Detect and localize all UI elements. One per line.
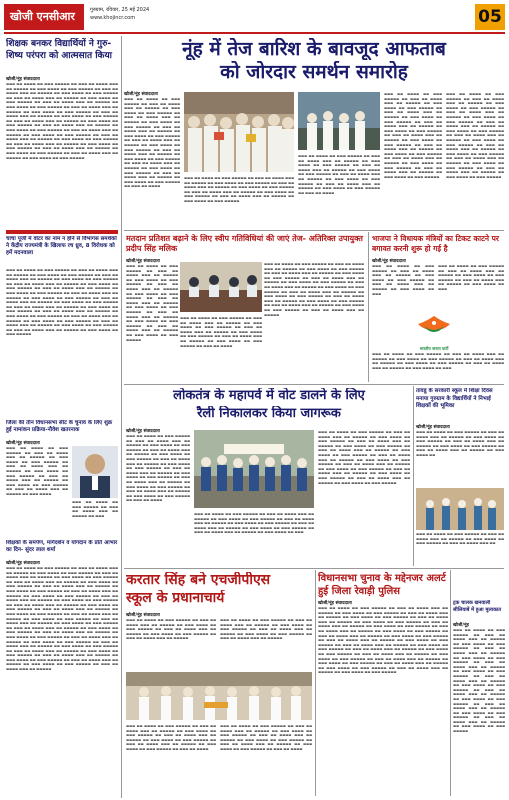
left-low-body-1: ▬▬▬ ▬▬ ▬▬▬▬ ▬▬ ▬▬▬ ▬▬▬▬▬ ▬▬ ▬▬▬ ▬▬ ▬▬▬▬ ▬▬▬ ▬▬ ▬▬▬▬▬ ▬▬ ▬▬▬ ▬▬▬▬ ▬▬ ▬▬▬ ▬▬▬▬▬ ▬▬ ▬▬▬ ▬▬ ▬▬▬▬ ▬▬▬ ▬▬ ▬▬▬▬▬ ▬▬ ▬▬▬ ▬▬▬▬ ▬▬ ▬▬▬ ▬▬▬▬▬ ▬▬ ▬▬▬ ▬▬ ▬▬▬▬ ▬▬▬ ▬▬ ▬▬▬▬▬ ▬▬ ▬▬▬ ▬▬▬▬ ▬▬ ▬▬▬ ▬▬▬▬▬ ▬▬ ▬▬▬ ▬▬ ▬▬▬▬ ▬▬▬ ▬▬ ▬▬▬▬▬ ▬▬ ▬▬▬ ▬▬▬▬	[6, 446, 68, 496]
bottom-body-4: ▬▬▬ ▬▬ ▬▬▬▬ ▬▬ ▬▬▬ ▬▬▬▬▬ ▬▬ ▬▬▬ ▬▬ ▬▬▬▬ ▬▬▬ ▬▬ ▬▬▬▬▬ ▬▬ ▬▬▬ ▬▬▬▬ ▬▬ ▬▬▬ ▬▬▬▬▬ ▬▬ ▬▬▬ ▬▬ ▬▬▬▬ ▬▬▬ ▬▬ ▬▬▬▬▬ ▬▬ ▬▬▬ ▬▬▬▬ ▬▬ ▬▬▬ ▬▬▬▬▬ ▬▬ ▬▬▬ ▬▬ ▬▬▬▬ ▬▬▬ ▬▬ ▬▬▬▬▬ ▬▬ ▬▬▬ ▬▬▬▬ ▬▬ ▬▬▬ ▬▬▬▬▬ ▬▬ ▬▬▬ ▬▬ ▬▬▬▬	[220, 724, 312, 751]
mid-body-col-3: ▬▬▬ ▬▬ ▬▬▬▬ ▬▬ ▬▬▬ ▬▬▬▬▬ ▬▬ ▬▬▬ ▬▬ ▬▬▬▬ ▬▬▬ ▬▬ ▬▬▬▬▬ ▬▬ ▬▬▬ ▬▬▬▬ ▬▬ ▬▬▬ ▬▬▬▬▬ ▬▬ ▬▬▬ ▬▬ ▬▬▬▬ ▬▬▬ ▬▬ ▬▬▬▬▬ ▬▬ ▬▬▬ ▬▬▬▬ ▬▬ ▬▬▬ ▬▬▬▬▬ ▬▬ ▬▬▬ ▬▬ ▬▬▬▬ ▬▬▬ ▬▬ ▬▬▬▬▬ ▬▬ ▬▬▬ ▬▬▬▬ ▬▬ ▬▬▬ ▬▬▬▬▬ ▬▬ ▬▬▬ ▬▬ ▬▬▬▬	[180, 316, 262, 348]
bjp-logo	[410, 312, 458, 346]
main-body-col-5: ▬▬▬ ▬▬ ▬▬▬▬ ▬▬ ▬▬▬ ▬▬▬▬▬ ▬▬ ▬▬▬ ▬▬ ▬▬▬▬ ▬▬▬ ▬▬ ▬▬▬▬▬ ▬▬ ▬▬▬ ▬▬▬▬ ▬▬ ▬▬▬ ▬▬▬▬▬ ▬▬ ▬▬▬ ▬▬ ▬▬▬▬ ▬▬▬ ▬▬ ▬▬▬▬▬ ▬▬ ▬▬▬ ▬▬▬▬ ▬▬ ▬▬▬ ▬▬▬▬▬ ▬▬ ▬▬▬ ▬▬ ▬▬▬▬ ▬▬▬ ▬▬ ▬▬▬▬▬ ▬▬ ▬▬▬ ▬▬▬▬ ▬▬ ▬▬▬ ▬▬▬▬▬ ▬▬ ▬▬▬ ▬▬ ▬▬▬▬ ▬▬▬ ▬▬ ▬▬▬▬▬ ▬▬ ▬▬▬ ▬▬▬▬ ▬▬ ▬▬▬ ▬▬▬▬▬ ▬▬ ▬▬▬ ▬▬ ▬▬▬▬ ▬▬▬ ▬▬ ▬▬▬▬▬ ▬▬ ▬▬▬ ▬▬▬▬ ▬▬ ▬▬▬ ▬▬▬▬▬ ▬▬ ▬▬▬ ▬▬ ▬▬▬▬ ▬▬▬ ▬▬ ▬▬▬▬▬ ▬▬ ▬▬▬ ▬▬▬▬ ▬▬ ▬▬▬ ▬▬▬▬▬ ▬▬ ▬▬▬ ▬▬ ▬▬▬▬ ▬▬▬ ▬▬ ▬▬▬▬▬ ▬▬ ▬▬▬ ▬▬▬▬ ▬▬ ▬▬▬ ▬▬▬▬▬	[446, 92, 504, 179]
right-small-body-1: ▬▬▬ ▬▬ ▬▬▬▬ ▬▬ ▬▬▬ ▬▬▬▬▬ ▬▬ ▬▬▬ ▬▬ ▬▬▬▬ ▬▬▬ ▬▬ ▬▬▬▬▬ ▬▬ ▬▬▬ ▬▬▬▬ ▬▬ ▬▬▬ ▬▬▬▬▬ ▬▬ ▬▬▬ ▬▬ ▬▬▬▬ ▬▬▬ ▬▬ ▬▬▬▬▬ ▬▬ ▬▬▬ ▬▬▬▬ ▬▬ ▬▬▬ ▬▬▬▬▬ ▬▬ ▬▬▬ ▬▬ ▬▬▬▬ ▬▬▬ ▬▬ ▬▬▬▬▬ ▬▬ ▬▬▬ ▬▬▬▬ ▬▬	[416, 430, 504, 457]
bottom-far-right-kicker: खोजी/नूंह	[453, 623, 469, 628]
bottom-right-headline: विधानसभा चुनाव के मद्देनजर अलर्ट हुई जिला रेवाड़ी पुलिस	[318, 573, 446, 597]
main-body-col-1: ▬▬▬ ▬▬ ▬▬▬▬ ▬▬ ▬▬▬ ▬▬▬▬▬ ▬▬ ▬▬▬ ▬▬ ▬▬▬▬ ▬▬▬ ▬▬ ▬▬▬▬▬ ▬▬ ▬▬▬ ▬▬▬▬ ▬▬ ▬▬▬ ▬▬▬▬▬ ▬▬ ▬▬▬ ▬▬ ▬▬▬▬ ▬▬▬ ▬▬ ▬▬▬▬▬ ▬▬ ▬▬▬ ▬▬▬▬ ▬▬ ▬▬▬ ▬▬▬▬▬ ▬▬ ▬▬▬ ▬▬ ▬▬▬▬ ▬▬▬ ▬▬ ▬▬▬▬▬ ▬▬ ▬▬▬ ▬▬▬▬ ▬▬ ▬▬▬ ▬▬▬▬▬ ▬▬ ▬▬▬ ▬▬ ▬▬▬▬ ▬▬▬ ▬▬ ▬▬▬▬▬ ▬▬ ▬▬▬ ▬▬▬▬ ▬▬ ▬▬▬ ▬▬▬▬▬ ▬▬ ▬▬▬ ▬▬ ▬▬▬▬ ▬▬▬ ▬▬ ▬▬▬▬▬ ▬▬ ▬▬▬ ▬▬▬▬ ▬▬ ▬▬▬ ▬▬▬▬▬ ▬▬ ▬▬▬ ▬▬ ▬▬▬▬ ▬▬▬ ▬▬ ▬▬▬▬▬ ▬▬ ▬▬▬ ▬▬▬▬ ▬▬ ▬▬▬ ▬▬▬▬▬ ▬▬ ▬▬▬ ▬▬ ▬▬▬▬ ▬▬▬ ▬▬ ▬▬▬▬▬ ▬▬ ▬▬▬ ▬▬▬▬ ▬▬ ▬▬▬ ▬▬▬▬▬ ▬▬ ▬▬▬ ▬▬ ▬▬▬▬	[124, 97, 180, 189]
big-body-col-2: ▬▬▬ ▬▬ ▬▬▬▬ ▬▬ ▬▬▬ ▬▬▬▬▬ ▬▬ ▬▬▬ ▬▬ ▬▬▬▬ ▬▬▬ ▬▬ ▬▬▬▬▬ ▬▬ ▬▬▬ ▬▬▬▬ ▬▬ ▬▬▬ ▬▬▬▬▬ ▬▬ ▬▬▬ ▬▬ ▬▬▬▬ ▬▬▬ ▬▬ ▬▬▬▬▬ ▬▬ ▬▬▬ ▬▬▬▬ ▬▬ ▬▬▬ ▬▬▬▬▬ ▬▬ ▬▬▬ ▬▬ ▬▬▬▬ ▬▬▬ ▬▬ ▬▬▬▬▬ ▬▬ ▬▬▬ ▬▬▬▬ ▬▬ ▬▬▬ ▬▬▬▬▬ ▬▬ ▬▬▬ ▬▬ ▬▬▬▬ ▬▬▬ ▬▬ ▬▬▬▬▬ ▬▬ ▬▬▬ ▬▬▬▬ ▬▬ ▬▬▬	[194, 512, 314, 535]
left-mid-body: ▬▬▬ ▬▬ ▬▬▬▬ ▬▬ ▬▬▬ ▬▬▬▬▬ ▬▬ ▬▬▬ ▬▬ ▬▬▬▬ ▬▬▬ ▬▬ ▬▬▬▬▬ ▬▬ ▬▬▬ ▬▬▬▬ ▬▬ ▬▬▬ ▬▬▬▬▬ ▬▬ ▬▬▬ ▬▬ ▬▬▬▬ ▬▬▬ ▬▬ ▬▬▬▬▬ ▬▬ ▬▬▬ ▬▬▬▬ ▬▬ ▬▬▬ ▬▬▬▬▬ ▬▬ ▬▬▬ ▬▬ ▬▬▬▬ ▬▬▬ ▬▬ ▬▬▬▬▬ ▬▬ ▬▬▬ ▬▬▬▬ ▬▬ ▬▬▬ ▬▬▬▬▬ ▬▬ ▬▬▬ ▬▬ ▬▬▬▬ ▬▬▬ ▬▬ ▬▬▬▬▬ ▬▬ ▬▬▬ ▬▬▬▬ ▬▬ ▬▬▬ ▬▬▬▬▬ ▬▬ ▬▬▬ ▬▬ ▬▬▬▬ ▬▬▬ ▬▬ ▬▬▬▬▬ ▬▬ ▬▬▬ ▬▬▬▬ ▬▬ ▬▬▬ ▬▬▬▬▬ ▬▬ ▬▬▬ ▬▬ ▬▬▬▬ ▬▬▬ ▬▬ ▬▬▬▬▬ ▬▬ ▬▬▬ ▬▬▬▬ ▬▬ ▬▬▬ ▬▬▬▬▬ ▬▬ ▬▬▬ ▬▬ ▬▬▬▬ ▬▬▬ ▬▬ ▬▬▬▬▬ ▬▬ ▬▬▬ ▬▬▬▬ ▬▬ ▬▬▬ ▬▬▬▬▬ ▬▬ ▬▬▬ ▬▬ ▬▬▬▬ ▬▬▬ ▬▬ ▬▬▬▬▬ ▬▬ ▬▬▬ ▬▬▬▬ ▬▬ ▬▬▬ ▬▬▬▬▬ ▬▬ ▬▬▬ ▬▬ ▬▬▬▬ ▬▬▬ ▬▬ ▬▬▬▬▬ ▬▬ ▬▬▬ ▬▬▬▬ ▬▬ ▬▬▬ ▬▬▬▬▬ ▬▬ ▬▬▬ ▬▬ ▬▬▬▬ ▬▬▬ ▬▬ ▬▬▬▬▬ ▬▬ ▬▬▬ ▬▬▬▬ ▬▬ ▬▬▬ ▬▬▬▬▬ ▬▬ ▬▬▬ ▬▬ ▬▬▬▬ ▬▬▬ ▬▬ ▬▬▬▬▬ ▬▬ ▬▬▬ ▬▬▬▬ ▬▬ ▬▬▬ ▬▬▬▬▬	[6, 268, 118, 337]
column-rule-bottom	[315, 570, 316, 796]
left-top-headline: शिक्षक बनकर विद्यार्थियों ने गुरु- शिष्य परंपरा को आत्मसात किया	[6, 39, 113, 61]
big-byline: खोजी/नूंह संवाददाता	[126, 429, 160, 434]
main-body-col-4: ▬▬▬ ▬▬ ▬▬▬▬ ▬▬ ▬▬▬ ▬▬▬▬▬ ▬▬ ▬▬▬ ▬▬ ▬▬▬▬ ▬▬▬ ▬▬ ▬▬▬▬▬ ▬▬ ▬▬▬ ▬▬▬▬ ▬▬ ▬▬▬ ▬▬▬▬▬ ▬▬ ▬▬▬ ▬▬ ▬▬▬▬ ▬▬▬ ▬▬ ▬▬▬▬▬ ▬▬ ▬▬▬ ▬▬▬▬ ▬▬ ▬▬▬ ▬▬▬▬▬ ▬▬ ▬▬▬ ▬▬ ▬▬▬▬ ▬▬▬ ▬▬ ▬▬▬▬▬ ▬▬ ▬▬▬ ▬▬▬▬ ▬▬ ▬▬▬ ▬▬▬▬▬ ▬▬ ▬▬▬ ▬▬ ▬▬▬▬ ▬▬▬ ▬▬ ▬▬▬▬▬ ▬▬ ▬▬▬ ▬▬▬▬ ▬▬ ▬▬▬ ▬▬▬▬▬ ▬▬ ▬▬▬ ▬▬ ▬▬▬▬ ▬▬▬ ▬▬ ▬▬▬▬▬ ▬▬ ▬▬▬ ▬▬▬▬ ▬▬ ▬▬▬ ▬▬▬▬▬ ▬▬ ▬▬▬ ▬▬ ▬▬▬▬ ▬▬▬ ▬▬ ▬▬▬▬▬ ▬▬ ▬▬▬ ▬▬▬▬ ▬▬ ▬▬▬ ▬▬▬▬▬ ▬▬ ▬▬▬ ▬▬ ▬▬▬▬ ▬▬▬ ▬▬ ▬▬▬▬▬ ▬▬ ▬▬▬ ▬▬▬▬ ▬▬ ▬▬▬ ▬▬▬▬▬	[384, 92, 442, 179]
masthead-title: खोजी एनसीआर	[4, 4, 84, 30]
left-low-headline: जिला की तीन विधानसभा सीट के चुनाव के लिए शुक्र हुई नामांकन प्रक्रिया-नौवेश खतरनाक	[6, 420, 113, 433]
mid-headline: मतदान प्रतिशत बढ़ाने के लिए स्वीप गतिविधियां की जाएं तेज- अतिरिक्त उपायुक्त प्रदीप सिंह मलिक	[126, 234, 363, 253]
big-headline-line-2: रैली निकालकर किया जागरूक	[197, 406, 341, 421]
bottom-right-body: ▬▬▬ ▬▬ ▬▬▬▬ ▬▬ ▬▬▬ ▬▬▬▬▬ ▬▬ ▬▬▬ ▬▬ ▬▬▬▬ ▬▬▬ ▬▬ ▬▬▬▬▬ ▬▬ ▬▬▬ ▬▬▬▬ ▬▬ ▬▬▬ ▬▬▬▬▬ ▬▬ ▬▬▬ ▬▬ ▬▬▬▬ ▬▬▬ ▬▬ ▬▬▬▬▬ ▬▬ ▬▬▬ ▬▬▬▬ ▬▬ ▬▬▬ ▬▬▬▬▬ ▬▬ ▬▬▬ ▬▬ ▬▬▬▬ ▬▬▬ ▬▬ ▬▬▬▬▬ ▬▬ ▬▬▬ ▬▬▬▬ ▬▬ ▬▬▬ ▬▬▬▬▬ ▬▬ ▬▬▬ ▬▬ ▬▬▬▬ ▬▬▬ ▬▬ ▬▬▬▬▬ ▬▬ ▬▬▬ ▬▬▬▬ ▬▬ ▬▬▬ ▬▬▬▬▬ ▬▬ ▬▬▬ ▬▬ ▬▬▬▬ ▬▬▬ ▬▬ ▬▬▬▬▬ ▬▬ ▬▬▬ ▬▬▬▬ ▬▬ ▬▬▬ ▬▬▬▬▬ ▬▬ ▬▬▬ ▬▬ ▬▬▬▬ ▬▬▬ ▬▬ ▬▬▬▬▬ ▬▬ ▬▬▬ ▬▬▬▬ ▬▬ ▬▬▬ ▬▬▬▬▬ ▬▬ ▬▬▬ ▬▬ ▬▬▬▬ ▬▬▬ ▬▬ ▬▬▬▬▬ ▬▬ ▬▬▬ ▬▬▬▬ ▬▬ ▬▬▬ ▬▬▬▬▬ ▬▬ ▬▬▬ ▬▬ ▬▬▬▬ ▬▬▬ ▬▬ ▬▬▬▬▬ ▬▬ ▬▬▬ ▬▬▬▬ ▬▬ ▬▬▬ ▬▬▬▬▬ ▬▬ ▬▬▬ ▬▬ ▬▬▬▬ ▬▬▬ ▬▬ ▬▬▬▬▬ ▬▬ ▬▬▬ ▬▬▬▬ ▬▬ ▬▬▬ ▬▬▬▬▬ ▬▬ ▬▬▬ ▬▬ ▬▬▬▬ ▬▬▬ ▬▬ ▬▬▬▬▬ ▬▬ ▬▬▬ ▬▬▬▬ ▬▬ ▬▬▬ ▬▬▬▬▬ ▬▬ ▬▬▬ ▬▬ ▬▬▬▬ ▬▬▬ ▬▬ ▬▬▬▬▬ ▬▬ ▬▬▬ ▬▬▬▬ ▬▬ ▬▬▬ ▬▬▬▬▬ ▬▬ ▬▬▬ ▬▬ ▬▬▬▬ ▬▬▬ ▬▬ ▬▬▬▬▬ ▬▬ ▬▬▬ ▬▬▬▬ ▬▬ ▬▬▬ ▬▬▬▬▬ ▬▬ ▬▬▬ ▬▬ ▬▬▬▬ ▬▬▬ ▬▬ ▬▬▬▬▬ ▬▬ ▬▬▬ ▬▬▬▬ ▬▬ ▬▬▬ ▬▬▬▬▬	[318, 606, 448, 675]
column-rule-mid	[368, 232, 369, 382]
section-rule-3	[124, 568, 504, 569]
big-body-col-1: ▬▬▬ ▬▬ ▬▬▬▬ ▬▬ ▬▬▬ ▬▬▬▬▬ ▬▬ ▬▬▬ ▬▬ ▬▬▬▬ ▬▬▬ ▬▬ ▬▬▬▬▬ ▬▬ ▬▬▬ ▬▬▬▬ ▬▬ ▬▬▬ ▬▬▬▬▬ ▬▬ ▬▬▬ ▬▬ ▬▬▬▬ ▬▬▬ ▬▬ ▬▬▬▬▬ ▬▬ ▬▬▬ ▬▬▬▬ ▬▬ ▬▬▬ ▬▬▬▬▬ ▬▬ ▬▬▬ ▬▬ ▬▬▬▬ ▬▬▬ ▬▬ ▬▬▬▬▬ ▬▬ ▬▬▬ ▬▬▬▬ ▬▬ ▬▬▬ ▬▬▬▬▬ ▬▬ ▬▬▬ ▬▬ ▬▬▬▬ ▬▬▬ ▬▬ ▬▬▬▬▬ ▬▬ ▬▬▬ ▬▬▬▬ ▬▬ ▬▬▬ ▬▬▬▬▬ ▬▬ ▬▬▬ ▬▬ ▬▬▬▬ ▬▬▬ ▬▬ ▬▬▬▬▬ ▬▬ ▬▬▬ ▬▬▬▬ ▬▬ ▬▬▬ ▬▬▬▬▬ ▬▬ ▬▬▬ ▬▬ ▬▬▬▬ ▬▬▬ ▬▬ ▬▬▬▬▬ ▬▬ ▬▬▬ ▬▬▬▬ ▬▬ ▬▬▬ ▬▬▬▬▬ ▬▬ ▬▬▬ ▬▬ ▬▬▬▬	[126, 434, 190, 503]
mid-photo-meeting	[180, 262, 262, 312]
right-mid-headline: भाजपा ने विधायक मंत्रियों का टिकट काटने पर बगावत करनी शुरू हो गई है	[372, 234, 499, 253]
right-mid-body-2: ▬▬▬ ▬▬ ▬▬▬▬ ▬▬ ▬▬▬ ▬▬▬▬▬ ▬▬ ▬▬▬ ▬▬ ▬▬▬▬ ▬▬▬ ▬▬ ▬▬▬▬▬ ▬▬ ▬▬▬ ▬▬▬▬ ▬▬ ▬▬▬ ▬▬▬▬▬ ▬▬ ▬▬▬ ▬▬ ▬▬▬▬ ▬▬▬ ▬▬ ▬▬▬▬▬ ▬▬ ▬▬▬ ▬▬▬▬ ▬▬ ▬▬▬	[438, 264, 504, 291]
bottom-headline-line-2: स्कूल के प्रधानाचार्य	[126, 590, 225, 606]
main-headline-line-2: को जोरदार समर्थन समारोह	[220, 61, 408, 83]
masthead-dateline	[90, 6, 290, 22]
bottom-byline: खोजी/नूंह संवाददाता	[126, 613, 160, 618]
left-top-kicker: खोजी/नूंह संवाददाता	[6, 77, 40, 82]
column-rule-left	[121, 36, 122, 798]
right-mid-body-1: ▬▬▬ ▬▬ ▬▬▬▬ ▬▬ ▬▬▬ ▬▬▬▬▬ ▬▬ ▬▬▬ ▬▬ ▬▬▬▬ ▬▬▬ ▬▬ ▬▬▬▬▬ ▬▬ ▬▬▬ ▬▬▬▬ ▬▬ ▬▬▬ ▬▬▬▬▬ ▬▬ ▬▬▬ ▬▬ ▬▬▬▬ ▬▬▬ ▬▬ ▬▬▬▬▬ ▬▬ ▬▬▬ ▬▬▬▬ ▬▬ ▬▬▬	[372, 264, 434, 296]
main-headline-line-1: नूंह में तेज बारिश के बावजूद आफताब	[182, 38, 446, 60]
left-bottom-body: ▬▬▬ ▬▬ ▬▬▬▬ ▬▬ ▬▬▬ ▬▬▬▬▬ ▬▬ ▬▬▬ ▬▬ ▬▬▬▬ ▬▬▬ ▬▬ ▬▬▬▬▬ ▬▬ ▬▬▬ ▬▬▬▬ ▬▬ ▬▬▬ ▬▬▬▬▬ ▬▬ ▬▬▬ ▬▬ ▬▬▬▬ ▬▬▬ ▬▬ ▬▬▬▬▬ ▬▬ ▬▬▬ ▬▬▬▬ ▬▬ ▬▬▬ ▬▬▬▬▬ ▬▬ ▬▬▬ ▬▬ ▬▬▬▬ ▬▬▬ ▬▬ ▬▬▬▬▬ ▬▬ ▬▬▬ ▬▬▬▬ ▬▬ ▬▬▬ ▬▬▬▬▬ ▬▬ ▬▬▬ ▬▬ ▬▬▬▬ ▬▬▬ ▬▬ ▬▬▬▬▬ ▬▬ ▬▬▬ ▬▬▬▬ ▬▬ ▬▬▬ ▬▬▬▬▬ ▬▬ ▬▬▬ ▬▬ ▬▬▬▬ ▬▬▬ ▬▬ ▬▬▬▬▬ ▬▬ ▬▬▬ ▬▬▬▬ ▬▬ ▬▬▬ ▬▬▬▬▬ ▬▬ ▬▬▬ ▬▬ ▬▬▬▬ ▬▬▬ ▬▬ ▬▬▬▬▬ ▬▬ ▬▬▬ ▬▬▬▬ ▬▬ ▬▬▬ ▬▬▬▬▬ ▬▬ ▬▬▬ ▬▬ ▬▬▬▬ ▬▬▬ ▬▬ ▬▬▬▬▬ ▬▬ ▬▬▬ ▬▬▬▬ ▬▬ ▬▬▬ ▬▬▬▬▬ ▬▬ ▬▬▬ ▬▬ ▬▬▬▬ ▬▬▬ ▬▬ ▬▬▬▬▬ ▬▬ ▬▬▬ ▬▬▬▬ ▬▬ ▬▬▬ ▬▬▬▬▬ ▬▬ ▬▬▬ ▬▬ ▬▬▬▬ ▬▬▬ ▬▬ ▬▬▬▬▬ ▬▬ ▬▬▬ ▬▬▬▬ ▬▬ ▬▬▬ ▬▬▬▬▬ ▬▬ ▬▬▬ ▬▬ ▬▬▬▬ ▬▬▬ ▬▬ ▬▬▬▬▬ ▬▬ ▬▬▬ ▬▬▬▬ ▬▬ ▬▬▬ ▬▬▬▬▬ ▬▬ ▬▬▬ ▬▬ ▬▬▬▬ ▬▬▬ ▬▬ ▬▬▬▬▬ ▬▬ ▬▬▬ ▬▬▬▬ ▬▬ ▬▬▬ ▬▬▬▬▬ ▬▬ ▬▬▬ ▬▬ ▬▬▬▬ ▬▬▬ ▬▬ ▬▬▬▬▬ ▬▬ ▬▬▬ ▬▬▬▬ ▬▬ ▬▬▬ ▬▬▬▬▬ ▬▬ ▬▬▬ ▬▬ ▬▬▬▬ ▬▬▬ ▬▬ ▬▬▬▬▬ ▬▬ ▬▬▬ ▬▬▬▬ ▬▬ ▬▬▬ ▬▬▬▬▬ ▬▬ ▬▬▬ ▬▬ ▬▬▬▬ ▬▬▬ ▬▬ ▬▬▬▬▬ ▬▬ ▬▬▬ ▬▬▬▬ ▬▬ ▬▬▬ ▬▬▬▬▬ ▬▬ ▬▬▬ ▬▬ ▬▬▬▬ ▬▬▬ ▬▬ ▬▬▬▬▬ ▬▬ ▬▬▬ ▬▬▬▬ ▬▬ ▬▬▬ ▬▬▬▬▬ ▬▬ ▬▬▬ ▬▬ ▬▬▬▬ ▬▬▬ ▬▬ ▬▬▬▬▬ ▬▬ ▬▬▬ ▬▬▬▬ ▬▬ ▬▬▬ ▬▬▬▬▬ ▬▬ ▬▬▬ ▬▬ ▬▬▬▬ ▬▬▬ ▬▬ ▬▬▬▬▬ ▬▬ ▬▬▬ ▬▬▬▬ ▬▬ ▬▬▬ ▬▬▬▬▬ ▬▬ ▬▬▬ ▬▬ ▬▬▬▬ ▬▬▬ ▬▬ ▬▬▬▬▬	[6, 566, 118, 672]
left-low-byline: खोजी/नूंह संवाददाता	[6, 441, 40, 446]
left-low-body-2: ▬▬▬ ▬▬ ▬▬▬▬ ▬▬ ▬▬▬ ▬▬▬▬▬ ▬▬ ▬▬▬ ▬▬ ▬▬▬▬ ▬▬▬ ▬▬ ▬▬▬▬▬ ▬▬ ▬▬▬	[72, 500, 118, 518]
bottom-far-right-headline: ट्रक चालक खनवाली सीलियाबें में हुआ मुलाकात	[453, 600, 502, 613]
main-byline: खोजी/नूंह संवाददाता	[124, 92, 158, 97]
right-small-body-2: ▬▬▬ ▬▬ ▬▬▬▬ ▬▬ ▬▬▬ ▬▬▬▬▬ ▬▬ ▬▬▬ ▬▬ ▬▬▬▬ ▬▬▬ ▬▬ ▬▬▬▬▬ ▬▬ ▬▬▬ ▬▬▬▬ ▬▬ ▬▬▬ ▬▬▬▬▬ ▬▬ ▬▬▬ ▬▬ ▬▬▬▬ ▬▬▬ ▬▬	[416, 532, 504, 546]
big-body-col-3: ▬▬▬ ▬▬ ▬▬▬▬ ▬▬ ▬▬▬ ▬▬▬▬▬ ▬▬ ▬▬▬ ▬▬ ▬▬▬▬ ▬▬▬ ▬▬ ▬▬▬▬▬ ▬▬ ▬▬▬ ▬▬▬▬ ▬▬ ▬▬▬ ▬▬▬▬▬ ▬▬ ▬▬▬ ▬▬ ▬▬▬▬ ▬▬▬ ▬▬ ▬▬▬▬▬ ▬▬ ▬▬▬ ▬▬▬▬ ▬▬ ▬▬▬ ▬▬▬▬▬ ▬▬ ▬▬▬ ▬▬ ▬▬▬▬ ▬▬▬ ▬▬ ▬▬▬▬▬ ▬▬ ▬▬▬ ▬▬▬▬ ▬▬ ▬▬▬ ▬▬▬▬▬ ▬▬ ▬▬▬ ▬▬ ▬▬▬▬ ▬▬▬ ▬▬ ▬▬▬▬▬ ▬▬ ▬▬▬ ▬▬▬▬ ▬▬ ▬▬▬ ▬▬▬▬▬ ▬▬ ▬▬▬ ▬▬ ▬▬▬▬ ▬▬▬ ▬▬ ▬▬▬▬▬ ▬▬ ▬▬▬ ▬▬▬▬ ▬▬ ▬▬▬ ▬▬▬▬▬ ▬▬ ▬▬▬ ▬▬ ▬▬▬▬ ▬▬▬ ▬▬ ▬▬▬▬▬ ▬▬ ▬▬▬ ▬▬▬▬ ▬▬ ▬▬▬ ▬▬▬▬▬ ▬▬ ▬▬▬ ▬▬ ▬▬▬▬ ▬▬▬ ▬▬ ▬▬▬▬▬ ▬▬ ▬▬▬ ▬▬▬▬ ▬▬ ▬▬▬ ▬▬▬▬▬	[318, 430, 410, 485]
mid-body-col-2: ▬▬▬ ▬▬ ▬▬▬▬ ▬▬ ▬▬▬ ▬▬▬▬▬ ▬▬ ▬▬▬ ▬▬ ▬▬▬▬ ▬▬▬ ▬▬ ▬▬▬▬▬ ▬▬ ▬▬▬ ▬▬▬▬ ▬▬ ▬▬▬ ▬▬▬▬▬ ▬▬ ▬▬▬ ▬▬ ▬▬▬▬ ▬▬▬ ▬▬ ▬▬▬▬▬ ▬▬ ▬▬▬ ▬▬▬▬ ▬▬ ▬▬▬ ▬▬▬▬▬ ▬▬ ▬▬▬ ▬▬ ▬▬▬▬ ▬▬▬ ▬▬ ▬▬▬▬▬ ▬▬ ▬▬▬ ▬▬▬▬ ▬▬ ▬▬▬ ▬▬▬▬▬ ▬▬ ▬▬▬ ▬▬ ▬▬▬▬ ▬▬▬ ▬▬ ▬▬▬▬▬ ▬▬ ▬▬▬ ▬▬▬▬ ▬▬ ▬▬▬ ▬▬▬▬▬ ▬▬ ▬▬▬ ▬▬ ▬▬▬▬ ▬▬▬ ▬▬ ▬▬▬▬▬ ▬▬ ▬▬▬ ▬▬▬▬ ▬▬ ▬▬▬ ▬▬▬▬▬ ▬▬ ▬▬▬ ▬▬ ▬▬▬▬ ▬▬▬ ▬▬ ▬▬▬▬▬ ▬▬ ▬▬▬ ▬▬▬▬ ▬▬ ▬▬▬ ▬▬▬▬▬ ▬▬ ▬▬▬ ▬▬ ▬▬▬▬ ▬▬▬ ▬▬ ▬▬▬▬▬ ▬▬ ▬▬▬ ▬▬▬▬ ▬▬ ▬▬▬ ▬▬▬▬▬ ▬▬ ▬▬▬ ▬▬ ▬▬▬▬ ▬▬▬ ▬▬ ▬▬▬▬▬	[264, 262, 364, 317]
rally-photo	[194, 430, 314, 508]
right-mid-body-3: ▬▬▬ ▬▬ ▬▬▬▬ ▬▬ ▬▬▬ ▬▬▬▬▬ ▬▬ ▬▬▬ ▬▬ ▬▬▬▬ ▬▬▬ ▬▬ ▬▬▬▬▬ ▬▬ ▬▬▬ ▬▬▬▬ ▬▬ ▬▬▬ ▬▬▬▬▬ ▬▬ ▬▬▬ ▬▬ ▬▬▬▬ ▬▬▬ ▬▬ ▬▬▬▬▬ ▬▬ ▬▬▬ ▬▬▬▬ ▬▬ ▬▬▬ ▬▬▬▬▬ ▬▬ ▬▬▬ ▬▬ ▬▬▬▬ ▬▬▬ ▬▬ ▬▬▬▬▬ ▬▬ ▬▬▬ ▬▬▬▬ ▬▬ ▬▬▬	[372, 352, 504, 370]
section-rule-1	[124, 230, 504, 231]
principal-photo	[126, 672, 312, 720]
bottom-body-2: ▬▬▬ ▬▬ ▬▬▬▬ ▬▬ ▬▬▬ ▬▬▬▬▬ ▬▬ ▬▬▬ ▬▬ ▬▬▬▬ ▬▬▬ ▬▬ ▬▬▬▬▬ ▬▬ ▬▬▬ ▬▬▬▬ ▬▬ ▬▬▬ ▬▬▬▬▬ ▬▬ ▬▬▬ ▬▬ ▬▬▬▬ ▬▬▬ ▬▬ ▬▬▬▬▬ ▬▬ ▬▬▬ ▬▬▬▬ ▬▬ ▬▬▬ ▬▬▬▬▬ ▬▬ ▬▬▬ ▬▬ ▬▬▬▬ ▬▬▬ ▬▬ ▬▬▬▬▬	[220, 618, 312, 641]
left-mid-accent	[6, 230, 118, 234]
page-number: 05	[475, 4, 505, 30]
masthead-url: www.khojincr.com	[90, 15, 136, 21]
mid-byline: खोजी/नूंह संवाददाता	[126, 259, 160, 264]
left-bottom-headline: शिक्षकों के समर्पण, मार्गदर्शन व योगदान के प्रति आभार का दिन- सुंदर लाल शर्मा	[6, 540, 118, 553]
right-mid-byline: खोजी/नूंह संवाददाता	[372, 259, 406, 264]
section-rule-2	[124, 384, 504, 385]
bottom-right-byline: खोजी/नूंह संवाददाता	[318, 601, 352, 606]
main-body-col-2: ▬▬▬ ▬▬ ▬▬▬▬ ▬▬ ▬▬▬ ▬▬▬▬▬ ▬▬ ▬▬▬ ▬▬ ▬▬▬▬ ▬▬▬ ▬▬ ▬▬▬▬▬ ▬▬ ▬▬▬ ▬▬▬▬ ▬▬ ▬▬▬ ▬▬▬▬▬ ▬▬ ▬▬▬ ▬▬ ▬▬▬▬ ▬▬▬ ▬▬ ▬▬▬▬▬ ▬▬ ▬▬▬ ▬▬▬▬ ▬▬ ▬▬▬ ▬▬▬▬▬ ▬▬ ▬▬▬ ▬▬ ▬▬▬▬ ▬▬▬ ▬▬ ▬▬▬▬▬ ▬▬ ▬▬▬ ▬▬▬▬ ▬▬ ▬▬▬ ▬▬▬▬▬ ▬▬ ▬▬▬ ▬▬ ▬▬▬▬ ▬▬▬ ▬▬ ▬▬▬▬▬ ▬▬ ▬▬▬ ▬▬▬▬ ▬▬ ▬▬▬ ▬▬▬▬▬	[184, 176, 294, 203]
masthead-rule	[4, 32, 505, 34]
mid-body-col-1: ▬▬▬ ▬▬ ▬▬▬▬ ▬▬ ▬▬▬ ▬▬▬▬▬ ▬▬ ▬▬▬ ▬▬ ▬▬▬▬ ▬▬▬ ▬▬ ▬▬▬▬▬ ▬▬ ▬▬▬ ▬▬▬▬ ▬▬ ▬▬▬ ▬▬▬▬▬ ▬▬ ▬▬▬ ▬▬ ▬▬▬▬ ▬▬▬ ▬▬ ▬▬▬▬▬ ▬▬ ▬▬▬ ▬▬▬▬ ▬▬ ▬▬▬ ▬▬▬▬▬ ▬▬ ▬▬▬ ▬▬ ▬▬▬▬ ▬▬▬ ▬▬ ▬▬▬▬▬ ▬▬ ▬▬▬ ▬▬▬▬ ▬▬ ▬▬▬ ▬▬▬▬▬ ▬▬ ▬▬▬ ▬▬ ▬▬▬▬ ▬▬▬ ▬▬ ▬▬▬▬▬ ▬▬ ▬▬▬ ▬▬▬▬ ▬▬ ▬▬▬ ▬▬▬▬▬ ▬▬ ▬▬▬ ▬▬ ▬▬▬▬ ▬▬▬ ▬▬ ▬▬▬▬▬ ▬▬ ▬▬▬ ▬▬▬▬ ▬▬ ▬▬▬ ▬▬▬▬▬	[126, 264, 178, 342]
column-rule-far-right	[450, 570, 451, 796]
bjp-caption: भारतीय जनता पार्टी	[419, 346, 449, 351]
main-photo-crowd	[184, 92, 294, 172]
bottom-far-right-body: ▬▬▬ ▬▬ ▬▬▬▬ ▬▬ ▬▬▬ ▬▬▬▬▬ ▬▬ ▬▬▬ ▬▬ ▬▬▬▬ ▬▬▬ ▬▬ ▬▬▬▬▬ ▬▬ ▬▬▬ ▬▬▬▬ ▬▬ ▬▬▬ ▬▬▬▬▬ ▬▬ ▬▬▬ ▬▬ ▬▬▬▬ ▬▬▬ ▬▬ ▬▬▬▬▬ ▬▬ ▬▬▬ ▬▬▬▬ ▬▬ ▬▬▬ ▬▬▬▬▬ ▬▬ ▬▬▬ ▬▬ ▬▬▬▬ ▬▬▬ ▬▬ ▬▬▬▬▬ ▬▬ ▬▬▬ ▬▬▬▬ ▬▬ ▬▬▬ ▬▬▬▬▬ ▬▬ ▬▬▬ ▬▬ ▬▬▬▬ ▬▬▬ ▬▬ ▬▬▬▬▬ ▬▬ ▬▬▬ ▬▬▬▬ ▬▬ ▬▬▬ ▬▬▬▬▬ ▬▬ ▬▬▬ ▬▬ ▬▬▬▬ ▬▬▬ ▬▬ ▬▬▬▬▬ ▬▬ ▬▬▬ ▬▬▬▬ ▬▬ ▬▬▬ ▬▬▬▬▬ ▬▬ ▬▬▬ ▬▬ ▬▬▬▬ ▬▬▬ ▬▬ ▬▬▬▬▬ ▬▬ ▬▬▬ ▬▬▬▬ ▬▬ ▬▬▬ ▬▬▬▬▬ ▬▬ ▬▬▬ ▬▬ ▬▬▬▬ ▬▬▬ ▬▬ ▬▬▬▬▬ ▬▬ ▬▬▬ ▬▬▬▬ ▬▬ ▬▬▬ ▬▬▬▬▬	[453, 628, 505, 734]
left-top-body: ▬▬▬ ▬▬ ▬▬▬▬ ▬▬ ▬▬▬ ▬▬▬▬▬ ▬▬ ▬▬▬ ▬▬ ▬▬▬▬ ▬▬▬ ▬▬ ▬▬▬▬▬ ▬▬ ▬▬▬ ▬▬▬▬ ▬▬ ▬▬▬ ▬▬▬▬▬ ▬▬ ▬▬▬ ▬▬ ▬▬▬▬ ▬▬▬ ▬▬ ▬▬▬▬▬ ▬▬ ▬▬▬ ▬▬▬▬ ▬▬ ▬▬▬ ▬▬▬▬▬ ▬▬ ▬▬▬ ▬▬ ▬▬▬▬ ▬▬▬ ▬▬ ▬▬▬▬▬ ▬▬ ▬▬▬ ▬▬▬▬ ▬▬ ▬▬▬ ▬▬▬▬▬ ▬▬ ▬▬▬ ▬▬ ▬▬▬▬ ▬▬▬ ▬▬ ▬▬▬▬▬ ▬▬ ▬▬▬ ▬▬▬▬ ▬▬ ▬▬▬ ▬▬▬▬▬ ▬▬ ▬▬▬ ▬▬ ▬▬▬▬ ▬▬▬ ▬▬ ▬▬▬▬▬ ▬▬ ▬▬▬ ▬▬▬▬ ▬▬ ▬▬▬ ▬▬▬▬▬ ▬▬ ▬▬▬ ▬▬ ▬▬▬▬ ▬▬▬ ▬▬ ▬▬▬▬▬ ▬▬ ▬▬▬ ▬▬▬▬ ▬▬ ▬▬▬ ▬▬▬▬▬ ▬▬ ▬▬▬ ▬▬ ▬▬▬▬ ▬▬▬ ▬▬ ▬▬▬▬▬ ▬▬ ▬▬▬ ▬▬▬▬ ▬▬ ▬▬▬ ▬▬▬▬▬ ▬▬ ▬▬▬ ▬▬ ▬▬▬▬ ▬▬▬ ▬▬ ▬▬▬▬▬ ▬▬ ▬▬▬ ▬▬▬▬ ▬▬ ▬▬▬ ▬▬▬▬▬ ▬▬ ▬▬▬ ▬▬ ▬▬▬▬ ▬▬▬ ▬▬ ▬▬▬▬▬ ▬▬ ▬▬▬ ▬▬▬▬ ▬▬ ▬▬▬ ▬▬▬▬▬ ▬▬ ▬▬▬ ▬▬ ▬▬▬▬ ▬▬▬ ▬▬ ▬▬▬▬▬ ▬▬ ▬▬▬ ▬▬▬▬ ▬▬ ▬▬▬ ▬▬▬▬▬ ▬▬ ▬▬▬ ▬▬ ▬▬▬▬ ▬▬▬ ▬▬ ▬▬▬▬▬ ▬▬ ▬▬▬ ▬▬▬▬ ▬▬ ▬▬▬ ▬▬▬▬▬ ▬▬ ▬▬▬ ▬▬ ▬▬▬▬ ▬▬▬ ▬▬ ▬▬▬▬▬ ▬▬ ▬▬▬ ▬▬▬▬ ▬▬ ▬▬▬ ▬▬▬▬▬ ▬▬ ▬▬▬ ▬▬ ▬▬▬▬ ▬▬▬ ▬▬ ▬▬▬▬▬ ▬▬ ▬▬▬ ▬▬▬▬ ▬▬ ▬▬▬ ▬▬▬▬▬	[6, 82, 118, 160]
main-body-col-3: ▬▬▬ ▬▬ ▬▬▬▬ ▬▬ ▬▬▬ ▬▬▬▬▬ ▬▬ ▬▬▬ ▬▬ ▬▬▬▬ ▬▬▬ ▬▬ ▬▬▬▬▬ ▬▬ ▬▬▬ ▬▬▬▬ ▬▬ ▬▬▬ ▬▬▬▬▬ ▬▬ ▬▬▬ ▬▬ ▬▬▬▬ ▬▬▬ ▬▬ ▬▬▬▬▬ ▬▬ ▬▬▬ ▬▬▬▬ ▬▬ ▬▬▬ ▬▬▬▬▬ ▬▬ ▬▬▬ ▬▬ ▬▬▬▬ ▬▬▬ ▬▬ ▬▬▬▬▬ ▬▬ ▬▬▬ ▬▬▬▬ ▬▬ ▬▬▬ ▬▬▬▬▬ ▬▬ ▬▬▬ ▬▬ ▬▬▬▬ ▬▬▬ ▬▬ ▬▬▬▬▬ ▬▬ ▬▬▬ ▬▬▬▬ ▬▬ ▬▬▬ ▬▬▬▬▬ ▬▬ ▬▬▬ ▬▬ ▬▬▬▬	[298, 154, 380, 195]
main-photo-stage	[298, 92, 380, 150]
official-portrait	[72, 446, 118, 498]
bottom-headline-line-1: करतार सिंह बने एचजीपीएस	[126, 572, 271, 588]
left-mid-headline: चाचा पूजी में वोटर का नाम न होने से विभागस समर्थकों ने केंद्रीय राज्यमंत्री के खिलाफ रच ध्रुव, 8 विरोधक को हमें मदनवाला	[6, 236, 117, 256]
column-rule-right	[413, 386, 414, 566]
bottom-body-3: ▬▬▬ ▬▬ ▬▬▬▬ ▬▬ ▬▬▬ ▬▬▬▬▬ ▬▬ ▬▬▬ ▬▬ ▬▬▬▬ ▬▬▬ ▬▬ ▬▬▬▬▬ ▬▬ ▬▬▬ ▬▬▬▬ ▬▬ ▬▬▬ ▬▬▬▬▬ ▬▬ ▬▬▬ ▬▬ ▬▬▬▬ ▬▬▬ ▬▬ ▬▬▬▬▬ ▬▬ ▬▬▬ ▬▬▬▬ ▬▬ ▬▬▬ ▬▬▬▬▬ ▬▬ ▬▬▬ ▬▬ ▬▬▬▬ ▬▬▬ ▬▬ ▬▬▬▬▬ ▬▬ ▬▬▬ ▬▬▬▬ ▬▬ ▬▬▬ ▬▬▬▬▬ ▬▬ ▬▬▬ ▬▬ ▬▬▬▬	[126, 724, 216, 751]
left-bottom-byline: खोजी/नूंह संवाददाता	[6, 561, 40, 566]
big-headline-line-1: लोकतंत्र के महापर्व में वोट डालने के लिए	[173, 388, 365, 403]
masthead-date: गुरुग्राम, रविवार, 25 मई 2024	[90, 7, 150, 13]
right-small-headline: तावडू के सरकारी स्कूल में शिक्षा दिवस मनाया गुरुग्राम के विद्यार्थियों ने निभाई शिक्षकों की भूमिका	[416, 388, 493, 409]
school-photo	[416, 488, 504, 530]
bottom-body-1: ▬▬▬ ▬▬ ▬▬▬▬ ▬▬ ▬▬▬ ▬▬▬▬▬ ▬▬ ▬▬▬ ▬▬ ▬▬▬▬ ▬▬▬ ▬▬ ▬▬▬▬▬ ▬▬ ▬▬▬ ▬▬▬▬ ▬▬ ▬▬▬ ▬▬▬▬▬ ▬▬ ▬▬▬ ▬▬ ▬▬▬▬ ▬▬▬ ▬▬ ▬▬▬▬▬ ▬▬ ▬▬▬ ▬▬▬▬ ▬▬ ▬▬▬ ▬▬▬▬▬ ▬▬ ▬▬▬ ▬▬ ▬▬▬▬ ▬▬▬ ▬▬ ▬▬▬▬▬	[126, 618, 216, 641]
masthead	[4, 4, 505, 30]
right-small-byline: खोजी/नूंह संवाददाता	[416, 425, 450, 430]
